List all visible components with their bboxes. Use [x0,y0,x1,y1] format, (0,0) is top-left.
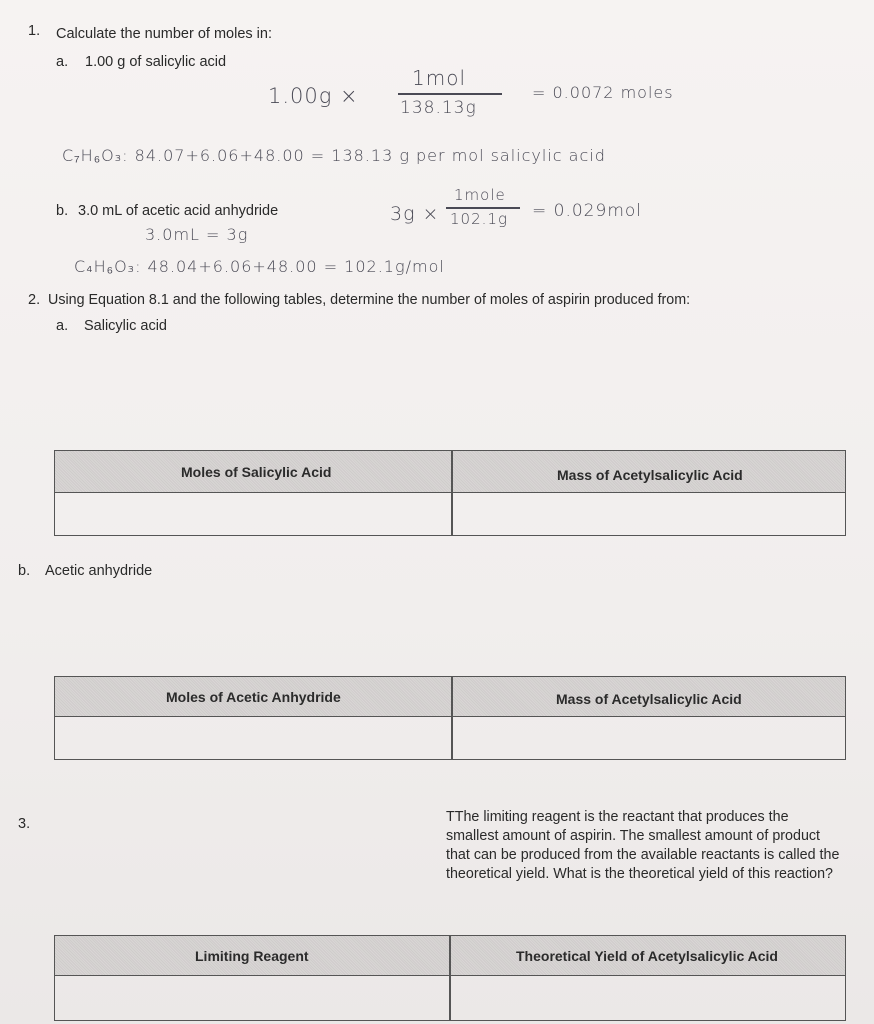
handwritten-molar-mass-anhydride: C₄H₆O₃: 48.04+6.06+48.00 = 102.1g/mol [74,257,445,276]
question-1b-letter: b. [56,203,69,219]
handwritten-mass-salicylic: 1.00g × [268,84,359,108]
input-cell-moles-salicylic[interactable] [55,494,451,535]
input-cell-mass-aspirin[interactable] [453,494,845,535]
handwritten-denominator-102: 102.1g [450,210,508,228]
question-2b-text: Acetic anhydride [45,563,153,579]
header-mass-acetylsalicylic-acid: Mass of Acetylsalicylic Acid [556,691,742,707]
table-theoretical-yield [54,935,846,1021]
handwritten-volume-conversion: 3.0mL = 3g [145,225,249,244]
table-salicylic-acid [54,450,846,536]
header-moles-salicylic-acid: Moles of Salicylic Acid [181,464,332,480]
handwritten-result-mol: = 0.029mol [532,201,642,221]
question-2a-text: Salicylic acid [84,318,167,334]
handwritten-result-moles: = 0.0072 moles [532,83,674,102]
question-1a-text: 1.00 g of salicylic acid [85,54,227,70]
question-1-number: 1. [28,23,41,39]
question-3-number: 3. [18,816,31,832]
question-1-prompt: Calculate the number of moles in: [56,26,272,42]
input-cell-limiting-reagent[interactable] [55,977,449,1020]
header-mass-acetylsalicylic-acid: Mass of Acetylsalicylic Acid [557,467,743,483]
question-2a-letter: a. [56,318,69,334]
input-cell-mass-aspirin[interactable] [453,718,845,759]
question-1b-text: 3.0 mL of acetic acid anhydride [78,203,279,219]
input-cell-moles-anhydride[interactable] [55,718,451,759]
question-2-prompt: Using Equation 8.1 and the following tables, determine the number of moles of aspirin produced from: [48,292,691,308]
question-2b-letter: b. [18,563,31,579]
header-moles-acetic-anhydride: Moles of Acetic Anhydride [166,689,341,705]
question-3-text: TThe limiting reagent is the reactant that produces the smallest amount of aspirin. The smallest amount of product that can be produced from the available reactants is called the theoretical yield. What is the theoretical yield of this reaction? [446,809,840,882]
handwritten-molar-mass-salicylic: C₇H₆O₃: 84.07+6.06+48.00 = 138.13 g per mol salicylic acid [62,146,606,165]
header-limiting-reagent: Limiting Reagent [195,948,309,964]
question-2-number: 2. [28,292,41,308]
table-acetic-anhydride [54,676,846,760]
input-cell-theoretical-yield[interactable] [451,977,845,1020]
handwritten-denominator-138: 138.13g [400,98,477,118]
question-1a-letter: a. [56,54,69,70]
fraction-bar [398,93,502,95]
handwritten-numerator-1mole: 1mole [454,186,506,204]
handwritten-numerator-1mol: 1mol [412,66,466,90]
handwritten-mass-anhydride: 3g × [390,203,440,225]
fraction-bar [446,207,520,209]
header-theoretical-yield: Theoretical Yield of Acetylsalicylic Acid [516,948,778,964]
